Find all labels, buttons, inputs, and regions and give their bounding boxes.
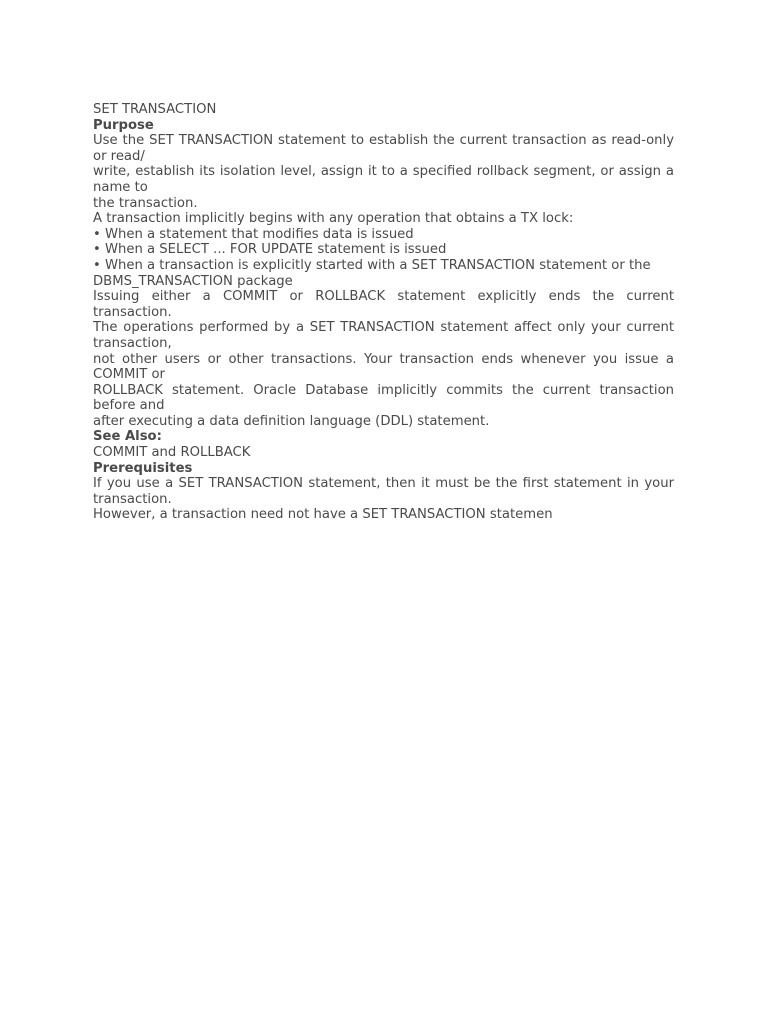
paragraph-line: not other users or other transactions. Your transaction ends whenever you issue a COMMIT or xyxy=(93,351,674,383)
paragraph-line: the transaction. xyxy=(93,195,198,211)
paragraph-line: DBMS_TRANSACTION package xyxy=(93,273,293,289)
paragraph-line: Issuing either a COMMIT or ROLLBACK statement explicitly ends the current transaction. xyxy=(93,289,674,320)
bullet-item: • When a SELECT ... FOR UPDATE statement is issued xyxy=(93,242,447,258)
document-body xyxy=(93,102,674,523)
document-title: SET TRANSACTION xyxy=(93,102,217,117)
bullet-item: • When a statement that modifies data is issued xyxy=(93,226,414,242)
paragraph-line: However, a transaction need not have a SET TRANSACTION statemen xyxy=(93,507,553,523)
paragraph-line: A transaction implicitly begins with any operation that obtains a TX lock: xyxy=(93,211,574,227)
bullet-item: • When a transaction is explicitly started with a SET TRANSACTION statement or the xyxy=(93,257,651,273)
paragraph-line: after executing a data definition language (DDL) statement. xyxy=(93,413,490,429)
heading-see-also: See Also: xyxy=(93,429,162,445)
paragraph-line: If you use a SET TRANSACTION statement, then it must be the first statement in your transaction. xyxy=(93,476,674,507)
paragraph-line: The operations performed by a SET TRANSACTION statement affect only your current transaction, xyxy=(93,320,674,351)
heading-prerequisites: Prerequisites xyxy=(93,460,193,476)
paragraph-line: write, establish its isolation level, assign it to a specified rollback segment, or assign a name to xyxy=(93,164,674,195)
paragraph-line: ROLLBACK statement. Oracle Database implicitly commits the current transaction before and xyxy=(93,382,674,414)
see-also-link-text: COMMIT and ROLLBACK xyxy=(93,445,251,461)
paragraph-line: Use the SET TRANSACTION statement to establish the current transaction as read-only or read/ xyxy=(93,133,674,164)
heading-purpose: Purpose xyxy=(93,117,154,133)
